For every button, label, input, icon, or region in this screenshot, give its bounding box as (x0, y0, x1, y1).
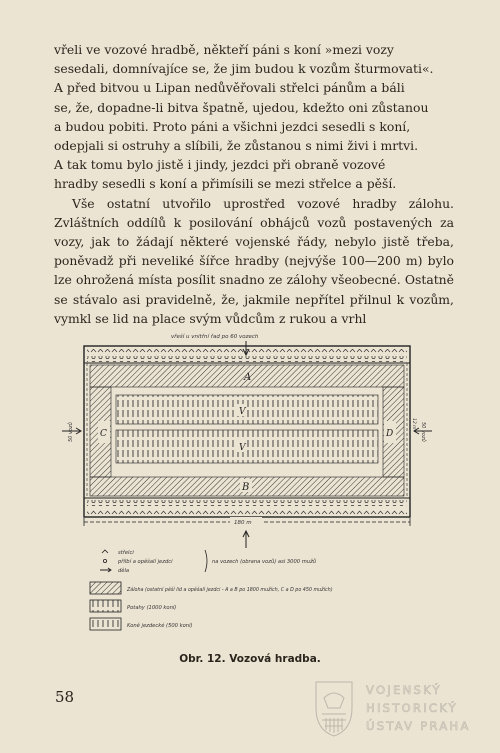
shield-icon (316, 682, 352, 736)
text-line: sesedali, domnívajíce se, že jim budou k vozům šturmovati«. (54, 61, 434, 77)
figure-caption: Obr. 12. Vozová hradba. (179, 653, 321, 665)
wagon-row-bottom-outer (87, 509, 407, 515)
zone-b-label: B (242, 482, 250, 493)
zone-v-label-lower: V (239, 443, 246, 453)
paragraph: Vše ostatní utvořilo uprostřed vozové hradby zálohu. Zvláštních oddílů k posilování obhájců vozů postavených za vozy, jak to žádají některé vojenské řády, nebylo jistě třeba, poněvadž při neveliké šířce hradby (nejvýše 100—200 m) bylo lze ohrožená místa posílit snadno ze zálohy všeobecné. Ostatně se stávalo asi pravidelně, že, jakmile nepřítel přilnul k vozům, vymkl se lid na place svým vůdcům z rukou a vrhl (54, 195, 454, 326)
legend-na-vozech: na vozech (obrana vozů) asi 3000 mužů (212, 559, 317, 565)
text-line: a budou pobiti. Proto páni a všichni jezdci sesedli s koní, (54, 118, 411, 134)
legend-potahy: Potahy (1000 koní) (127, 605, 177, 611)
right-side-label: 50 vozů (420, 422, 426, 442)
text-line: se, že, dopadne-li bitva špatně, ujedou, kdežto oni zůstanou (54, 99, 429, 115)
width-label: 180 m (234, 520, 252, 526)
text-line: odepjali si ostruhy a slíbili, že zůstanou s nimi živi i mrtvi. (54, 138, 419, 154)
wagon-row-top (87, 356, 407, 362)
legend-prilbi: přílbí a opěšalí jezdci (118, 559, 173, 565)
right-side-inner-label: 12 m (411, 418, 416, 430)
wagon-row-bottom (87, 500, 407, 506)
institute-watermark (312, 678, 482, 740)
top-note: vřeší u vnitřní řad po 60 vozech (171, 334, 259, 340)
legend-dela: děla (118, 568, 130, 574)
watermark-line-2: HISTORICKÝ (366, 701, 458, 715)
wagon-fortress-diagram (68, 330, 426, 630)
legend-zaloha: Záloha (ostatní pěší lid a opěšalí jezdci - A a B po 1800 mužích, C a D po 450 mužích) (127, 588, 333, 593)
watermark-line-3: ÚSTAV PRAHA (366, 719, 471, 733)
page-number: 58 (55, 688, 75, 706)
zone-c-label: C (100, 429, 107, 439)
legend (90, 549, 333, 630)
wagon-row-top-outer (87, 349, 407, 355)
text-line: A tak tomu bylo jistě i jindy, jezdci při obraně vozové (54, 157, 386, 173)
zone-a-label: A (244, 372, 252, 383)
left-side-label: 50 vozů (68, 422, 74, 442)
legend-strelci: střelci (118, 550, 134, 556)
zone-v-label-upper: V (239, 407, 246, 417)
text-line: hradby sesedli s koní a přimísili se mezi střelce a pěší. (54, 176, 397, 192)
watermark-line-1: VOJENSKÝ (366, 683, 442, 697)
body-text (54, 40, 454, 328)
text-line: vřeli ve vozové hradbě, někteří páni s koní »mezi vozy (54, 42, 394, 57)
zone-d-label: D (386, 429, 394, 439)
legend-kone: Koně jezdecké (500 koní) (127, 623, 193, 629)
text-line: A před bitvou u Lipan nedůvěřovali střelci pánům a báli (54, 80, 405, 96)
